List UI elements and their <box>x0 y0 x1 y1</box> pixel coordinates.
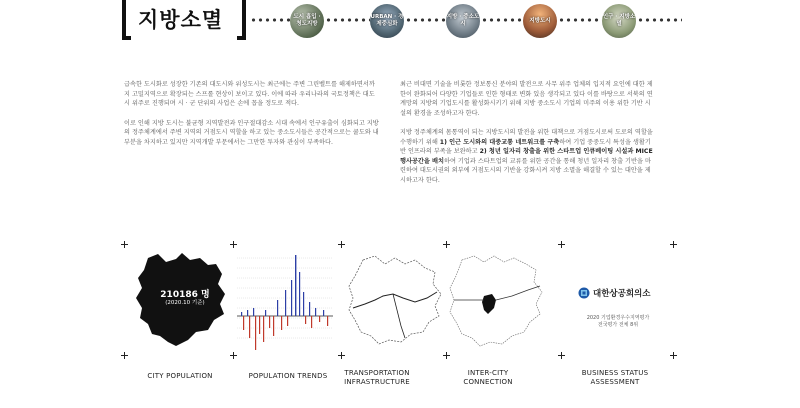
business-note-line: 전국평가 전체 8위 <box>597 322 639 328</box>
dotted-connector <box>558 18 602 22</box>
step-label: URBAN · 경제중심화 <box>370 14 404 27</box>
step-label: 도시 흡입 · 청도지방 <box>293 14 321 27</box>
label-inter-city: INTER-CITY CONNECTION <box>463 369 513 386</box>
step-circle-2 <box>370 4 404 38</box>
inter-city-outline-icon <box>448 250 548 350</box>
page-title: 지방소멸 <box>138 8 224 32</box>
cross-mark <box>443 241 450 248</box>
label-business-status: BUSINESS STATUS ASSESSMENT <box>581 369 649 386</box>
dotted-connector <box>405 18 446 22</box>
step-label: 지방도시 <box>529 17 551 24</box>
paragraph: 최근 비대면 기술을 비롯한 정보통신 분야의 발전으로 사무 위주 업체의 입지적 요인에 대한 제한이 완화되어 다양한 기업들로 인한 형태로 변화 있음 생각되고 있다 이를 바탕으로 서북의 연계망의 지방의 기업도시를 활성화시키기 위해 지방 중소도시 기업의 미주의 이용 위한 기반 시설의 환경을 조성하고자 한다. <box>400 81 653 117</box>
inter-city-map <box>448 250 548 350</box>
step-circle-4 <box>523 4 557 38</box>
transport-outline-icon <box>345 250 445 350</box>
emphasis-text: 1) 인근 도시와의 대중교통 네트워크를 구축 <box>439 138 560 146</box>
text-column-right <box>400 80 655 195</box>
text-column-left <box>124 80 379 157</box>
cross-mark <box>230 241 237 248</box>
chamber-emblem-icon <box>578 287 590 299</box>
emphasis-text: 2) 청년 일자리 창출을 위한 스타트업 인큐베이팅 시설과 MICE 행사공간을 배치 <box>400 148 653 165</box>
title-bracket-left <box>122 0 131 40</box>
dotted-connector <box>481 18 523 22</box>
cross-mark <box>670 352 677 359</box>
cross-mark <box>121 241 128 248</box>
step-circle-1 <box>290 4 324 38</box>
cross-mark <box>338 241 345 248</box>
step-circle-5 <box>602 4 636 38</box>
label-population-trends: POPULATION TRENDS <box>248 372 328 380</box>
label-city-population: CITY POPULATION <box>147 372 213 380</box>
cross-mark <box>558 352 565 359</box>
paragraph: 이로 인해 지방 도시는 불균형 지역발전과 인구절대감소 시대 속에서 인구유출이 심화되고 지방의 정주체계에서 주변 지역의 거점도시 역할을 하고 있는 중소도시들은 공간적으로는 쿨도와 내부분을 차지하고 있지만 지역개발 부문에서는 그만한 투자와 관심이 부족하다. <box>124 119 379 146</box>
dotted-connector <box>637 18 682 22</box>
title-box <box>122 0 246 40</box>
title-bracket-right <box>237 0 246 40</box>
text-span: 하여 기업과 스타트업의 교류를 위한 공간을 통해 청년 일자리 창출 기반을 마련하여 대도시권의 외부에 거점도시의 기반을 강화시켜 지방 소멸을 해결할 수 있는 대안을 제시하고자 한다. <box>400 157 651 184</box>
step-circle-3 <box>446 4 480 38</box>
chamber-logo <box>578 287 650 299</box>
population-trends-chart <box>235 250 335 350</box>
cross-mark <box>443 352 450 359</box>
dotted-connector <box>325 18 370 22</box>
population-note: (2020.10 기준) <box>165 300 205 306</box>
trend-bars-icon <box>235 250 335 350</box>
business-note-line: 2020 기업환경우수지역평가 <box>586 315 650 321</box>
chamber-name: 대한상공회의소 <box>593 289 651 299</box>
transportation-map <box>345 250 445 350</box>
cross-mark <box>670 241 677 248</box>
cross-mark <box>558 241 565 248</box>
text-span: 하여 기업 중중도시 특성을 생활기반 인프라의 부족을 보완하고 <box>400 138 651 155</box>
step-label: 인구 · 지방소멸 <box>602 14 636 27</box>
cross-mark <box>230 352 237 359</box>
dotted-connector <box>250 18 290 22</box>
paragraph <box>400 128 655 185</box>
text-span: 지방 정주체계의 몸통역이 되는 지방도시의 발전을 위한 대책으로 거점도시로써 도로의 역할을 수행하기 위해 <box>400 129 653 146</box>
step-label: 지방 · 중소도시 <box>446 14 480 27</box>
cross-mark <box>121 352 128 359</box>
paragraph: 급속한 도시화로 성장한 기존의 대도시와 위성도시는 최근에는 주변 그린벨트를 해제하면서까지 고밀지역으로 확장되는 스프롤 현상이 보이고 있다. 이에 따라 우리나라의 국토정책은 대도시 위주로 진행되며 시 · 군 단위의 사업은 손에 꼽을 정도로 적다. <box>124 81 375 107</box>
population-value: 210186 명 <box>160 290 210 300</box>
business-note <box>578 315 658 329</box>
cross-mark <box>338 352 345 359</box>
label-transportation: TRANSPORTATION INFRASTRUCTURE <box>344 369 410 386</box>
